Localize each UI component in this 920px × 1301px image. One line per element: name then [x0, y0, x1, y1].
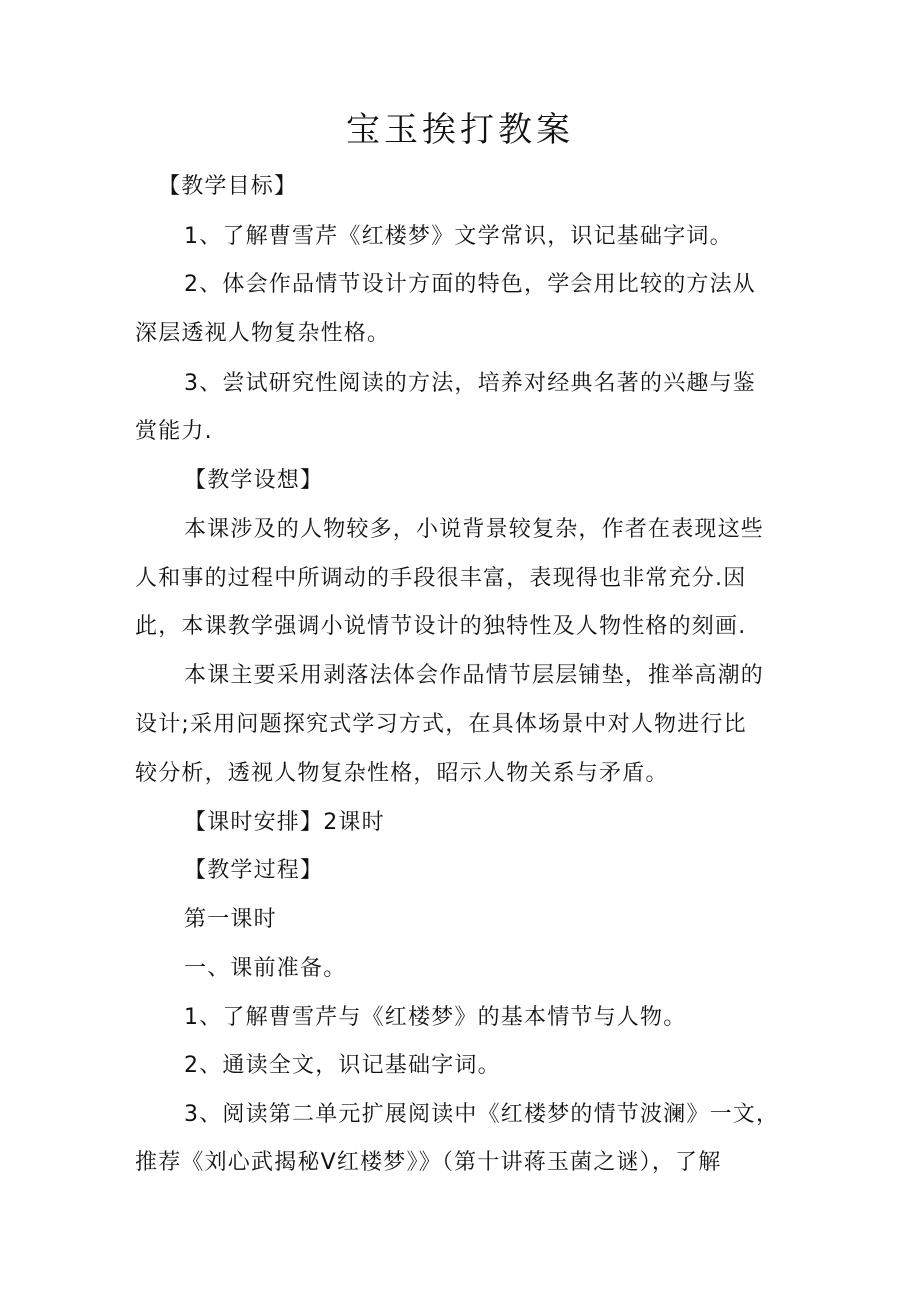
paragraph-line: 2、通读全文，识记基础字词。 — [184, 1053, 501, 1078]
paragraph-line: 深层透视人物复杂性格。 — [135, 321, 391, 346]
paragraph-line: 推荐《刘心武揭秘V红楼梦》》（第十讲蒋玉菌之谜），了解 — [135, 1150, 722, 1175]
paragraph-line: 人和事的过程中所调动的手段很丰富，表现得也非常充分.因 — [135, 566, 747, 591]
paragraph-line: 一、课前准备。 — [184, 956, 347, 981]
paragraph-line: 1、了解曹雪芹与《红楼梦》的基本情节与人物。 — [184, 1005, 687, 1030]
paragraph-line: 较分析，透视人物复杂性格，昭示人物关系与矛盾。 — [135, 761, 669, 786]
paragraph-line: 此，本课教学强调小说情节设计的独特性及人物性格的刻画. — [135, 614, 747, 639]
section-heading-process: 【教学过程】 — [184, 858, 324, 883]
section-heading-schedule: 【课时安排】2课时 — [184, 810, 385, 835]
paragraph-line: 设计;采用问题探究式学习方式，在具体场景中对人物进行比 — [135, 712, 747, 737]
paragraph-line: 本课主要采用剥落法体会作品情节层层铺垫，推举高潮的 — [184, 663, 765, 688]
paragraph-line: 3、阅读第二单元扩展阅读中《红楼梦的情节波澜》一文， — [184, 1102, 780, 1127]
paragraph-line: 1、了解曹雪芹《红楼梦》文学常识，识记基础字词。 — [184, 224, 733, 249]
paragraph-line: 本课涉及的人物较多，小说背景较复杂，作者在表现这些 — [184, 517, 765, 542]
section-heading-concept: 【教学设想】 — [184, 468, 324, 493]
section-heading-objectives: 【教学目标】 — [158, 174, 298, 199]
paragraph-line: 2、体会作品情节设计方面的特色，学会用比较的方法从 — [184, 272, 756, 297]
paragraph-line: 3、尝试研究性阅读的方法，培养对经典名著的兴趣与鉴 — [184, 371, 756, 396]
document-title: 宝玉挨打教案 — [346, 110, 574, 150]
paragraph-line: 第一课时 — [184, 907, 277, 932]
paragraph-line: 赏能力. — [135, 419, 213, 444]
